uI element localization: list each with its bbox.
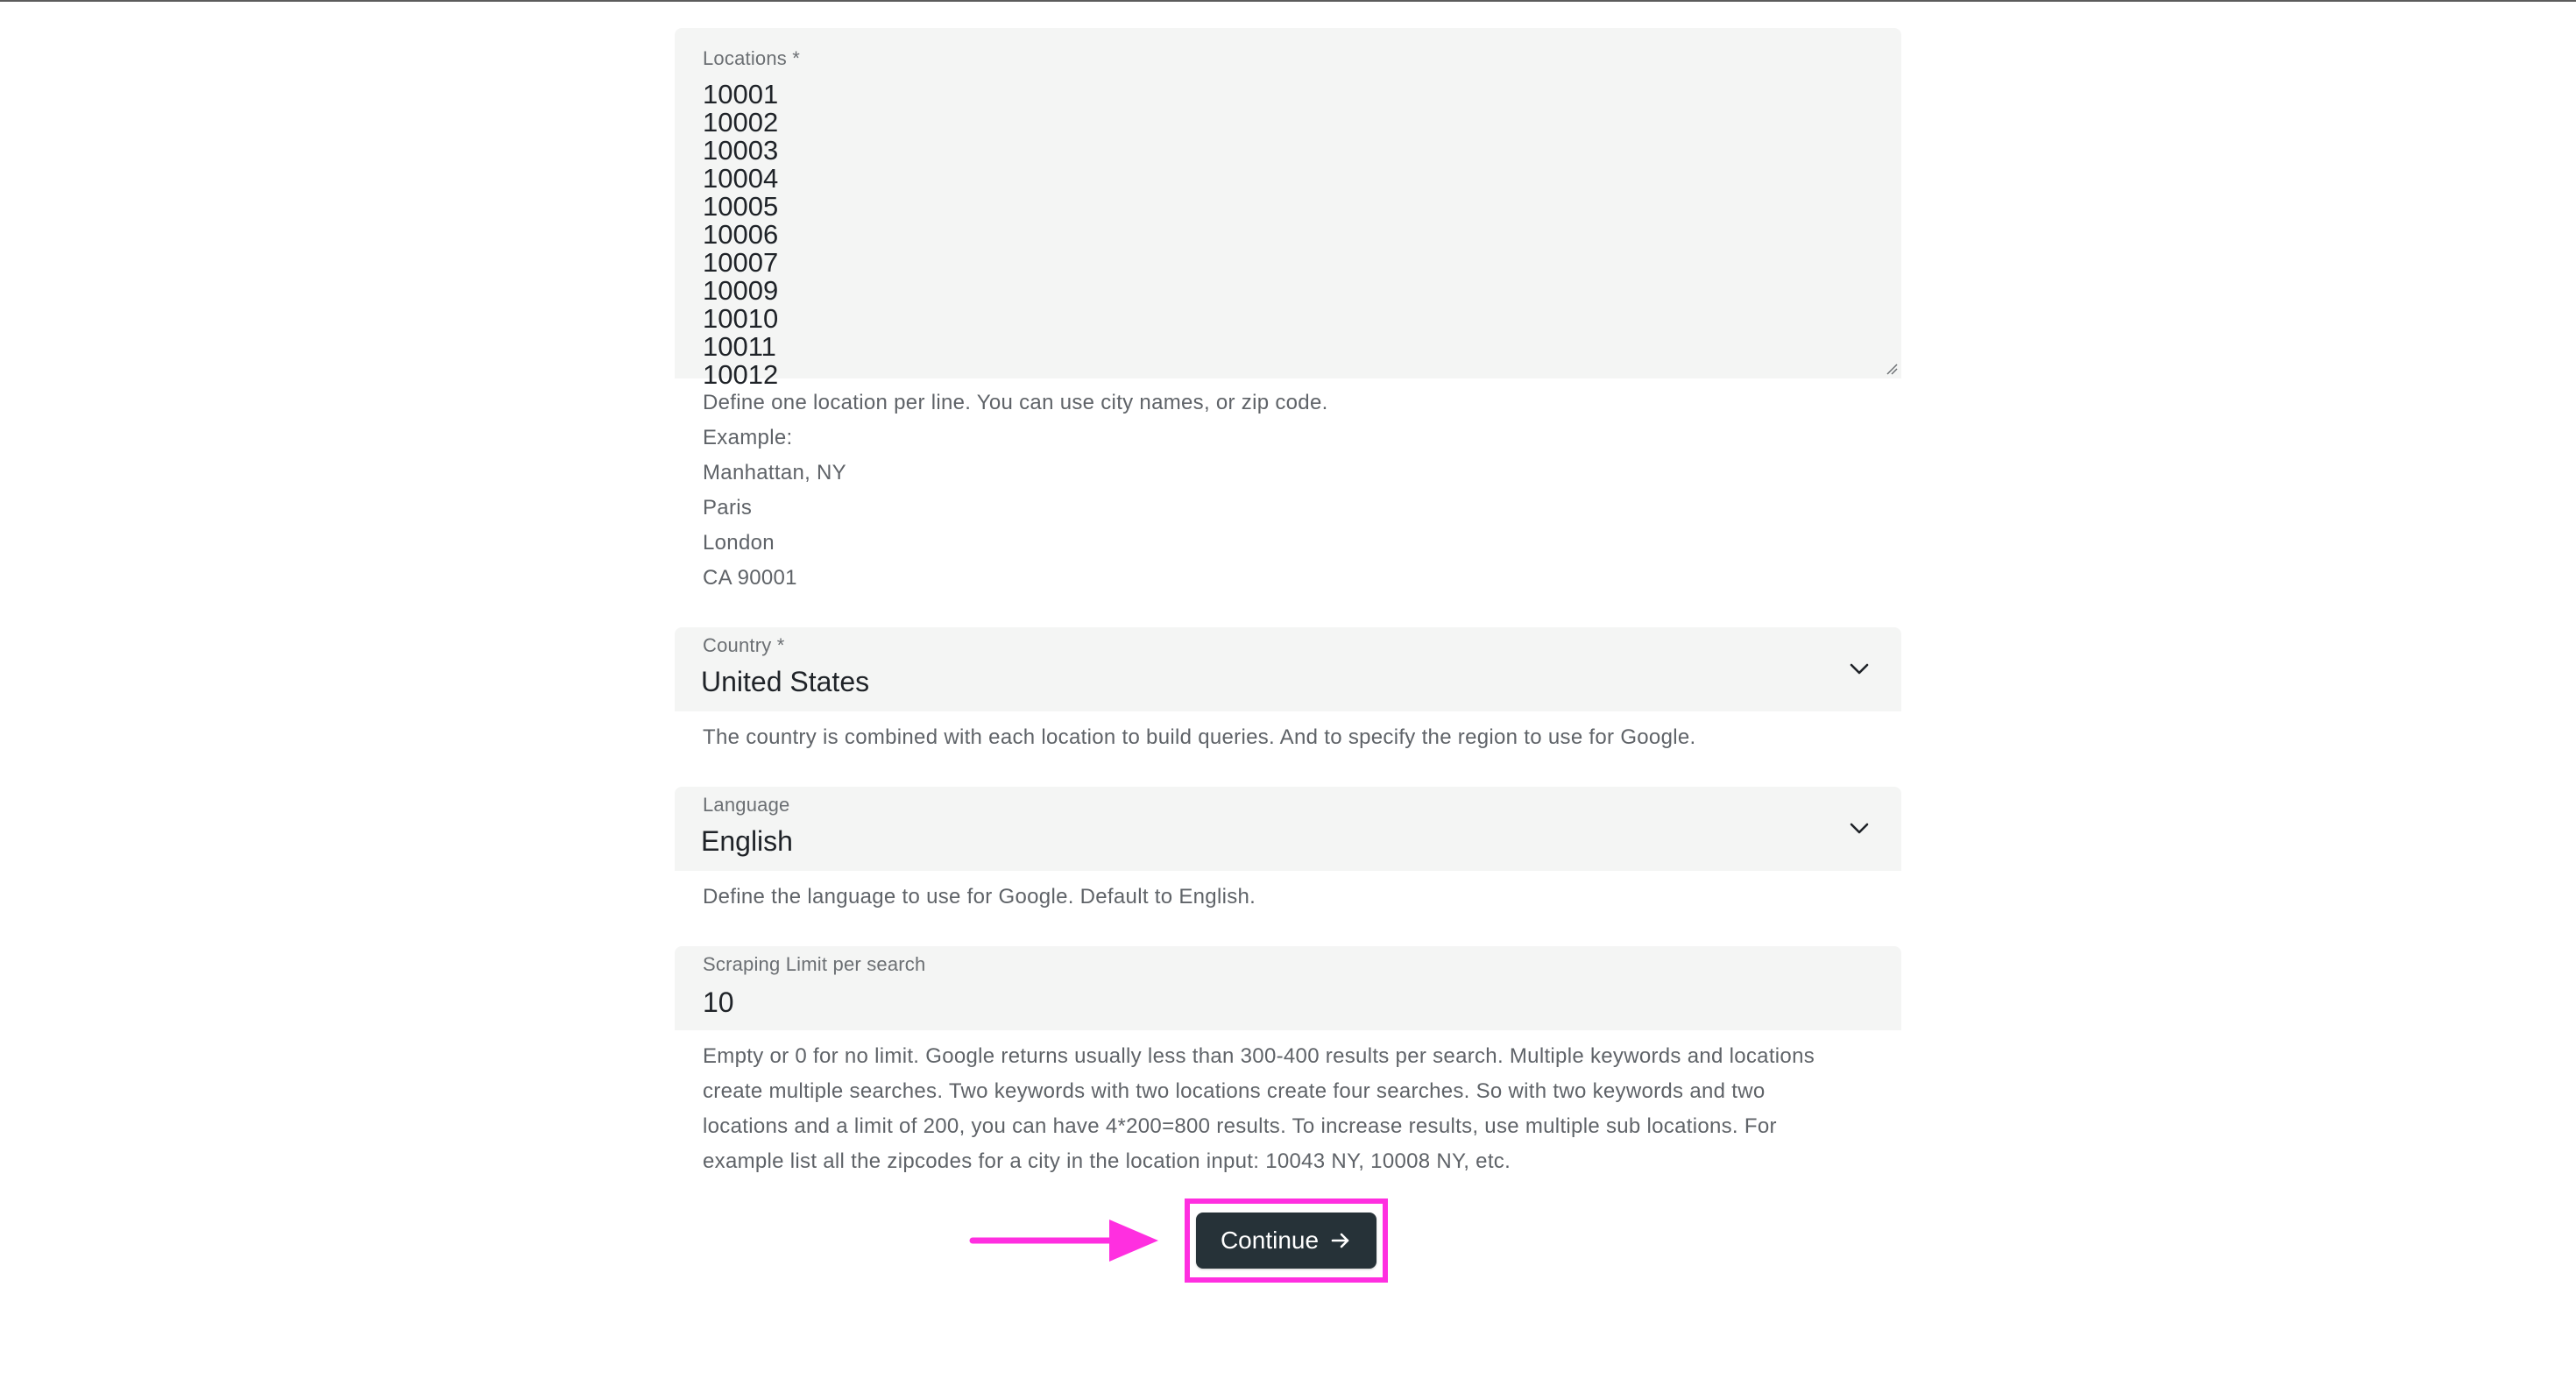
helper-line: Define one location per line. You can use city names, or zip code. — [703, 391, 1328, 414]
helper-line: Example: — [703, 426, 793, 449]
country-value: United States — [701, 666, 870, 697]
helper-line: CA 90001 — [703, 566, 797, 590]
scraping-limit-input[interactable]: 10 — [703, 986, 734, 1018]
locations-field[interactable] — [675, 28, 1901, 390]
annotation-arrow-icon — [971, 1216, 1160, 1265]
chevron-down-icon — [1849, 822, 1870, 836]
resize-handle-icon[interactable] — [1886, 363, 1898, 375]
country-label: Country * — [703, 634, 785, 656]
country-helper-text — [675, 720, 1901, 755]
scraper-settings-form — [675, 28, 1901, 1179]
language-label: Language — [703, 794, 790, 816]
language-value: English — [701, 825, 793, 857]
continue-label: Continue — [1220, 1227, 1320, 1254]
locations-textarea[interactable]: 10001 10002 10003 10004 10005 10006 10007 10009 10010 10011 10012 — [703, 79, 779, 390]
locations-label: Locations * — [703, 47, 801, 69]
language-helper-text — [675, 880, 1901, 915]
helper-line: create multiple searches. Two keywords with two locations create four searches. So with two keywords and two — [703, 1079, 1766, 1103]
arrow-right-icon — [1329, 1229, 1352, 1252]
scraping-limit-field[interactable] — [675, 946, 1901, 1030]
locations-helper-text — [675, 385, 1901, 596]
helper-line: London — [703, 531, 775, 555]
helper-line: Define the language to use for Google. Default to English. — [703, 885, 1256, 909]
language-select[interactable] — [675, 787, 1901, 871]
chevron-down-icon — [1849, 662, 1870, 676]
helper-line: Manhattan, NY — [703, 461, 846, 484]
helper-line: locations and a limit of 200, you can have 4*200=800 results. To increase results, use multiple sub locations. For — [703, 1114, 1777, 1138]
helper-line: Empty or 0 for no limit. Google returns usually less than 300-400 results per search. Multiple keywords and locations — [703, 1044, 1815, 1068]
helper-line: example list all the zipcodes for a city in the location input: 10043 NY, 10008 NY, etc. — [703, 1149, 1511, 1173]
helper-line: Paris — [703, 496, 753, 520]
scraping-limit-helper-text — [675, 1039, 1901, 1179]
scraping-limit-label: Scraping Limit per search — [703, 953, 926, 975]
continue-button[interactable] — [1196, 1213, 1376, 1269]
helper-line: The country is combined with each location to build queries. And to specify the region to use for Google. — [703, 725, 1696, 749]
country-select[interactable] — [675, 627, 1901, 711]
continue-highlight — [1185, 1198, 1388, 1283]
